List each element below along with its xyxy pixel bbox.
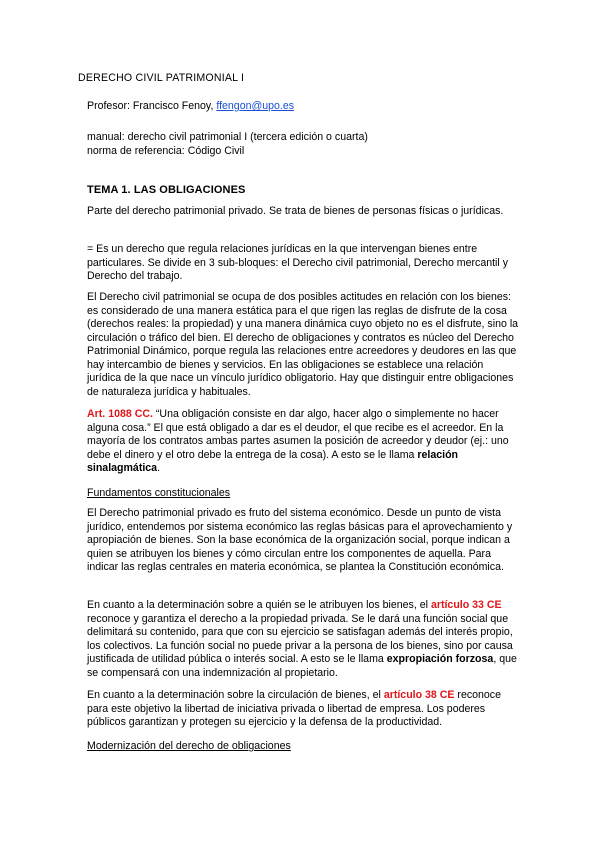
- paragraph-4: [87, 408, 519, 476]
- paragraph-7-start: En cuanto a la determinación sobre la circulación de bienes, el: [87, 689, 384, 701]
- paragraph-6: [87, 599, 519, 680]
- norma-line: norma de referencia: Código Civil: [87, 144, 245, 157]
- subheading-fundamentos: Fundamentos constitucionales: [87, 487, 231, 499]
- legal-reference-art-33: artículo 33 CE: [430, 599, 502, 611]
- paragraph-3: El Derecho civil patrimonial se ocupa de dos posibles actitudes en relación con los bienes: es considerado de una manera estática para el que rigen las reglas de disfrute de la cosa (derechos reales: la propiedad) y una manera dinámica cuyo objeto no es el disfrute, sino la circulación o tráfico del bien. El derecho de obligaciones y contratos es núcleo del Derecho Patrimonial Dinámico, porque regula las relaciones entre acreedores y deudores en las que hay intercambio de bienes y servicios. En las obligaciones se establece una relación jurídica de la que nace un vínculo jurídico obligatorio. Hay que distinguir entre obligaciones de naturaleza jurídica y habituales.: [87, 291, 519, 398]
- paragraph-4-end: .: [157, 462, 161, 474]
- professor-email-link[interactable]: ffengon@upo.es: [216, 100, 295, 112]
- section-title: TEMA 1. LAS OBLIGACIONES: [87, 184, 246, 196]
- term-relacion-sinalagmatica: relación sinalagmática: [87, 448, 459, 474]
- paragraph-7: [87, 689, 519, 730]
- reference-info: [87, 131, 519, 158]
- paragraph-6-mid: reconoce y garantiza el derecho a la propiedad privada. Se le dará una función social que delimitará su contenido, para que con su ejercicio se satisfagan además del interés propio, los colectivos. La función social no puede privar a la persona de los bienes, sino por causa justificada de utilidad pública o interés social. A esto se le llama: [87, 612, 513, 665]
- legal-reference-art-1088: Art. 1088 CC.: [87, 408, 153, 420]
- manual-line: manual: derecho civil patrimonial I (tercera edición o cuarta): [87, 131, 368, 143]
- paragraph-2: = Es un derecho que regula relaciones jurídicas en la que intervengan bienes entre particulares. Se divide en 3 sub-bloques: el Derecho civil patrimonial, Derecho mercantil y Derecho del trabajo.: [87, 243, 509, 282]
- paragraph-5: El Derecho patrimonial privado es fruto del sistema económico. Desde un punto de vista jurídico, entendemos por sistema económico las reglas básicas para el aprovechamiento y apropiación de bienes. Son la base económica de la organización social, porque indican a quien se atribuyen los bienes y cómo circulan entre los componentes de aquella. Para indicar las reglas centrales en materia económica, se plantea la Constitución económica.: [87, 507, 513, 573]
- paragraph-7-end: reconoce para este objetivo la libertad de iniciativa privada o libertad de empresa. Los poderes públicos garantizan y protegen su ejercicio y la defensa de la productividad.: [87, 689, 501, 728]
- course-title: DERECHO CIVIL PATRIMONIAL I: [78, 72, 245, 84]
- legal-reference-art-38: artículo 38 CE: [383, 689, 455, 701]
- professor-line: [87, 100, 294, 114]
- professor-label: Profesor: Francisco Fenoy,: [87, 100, 217, 112]
- paragraph-1: Parte del derecho patrimonial privado. Se trata de bienes de personas físicas o jurídicas.: [87, 205, 504, 217]
- subheading-modernizacion: Modernización del derecho de obligaciones: [87, 740, 291, 752]
- paragraph-6-end: , que se compensará con una indemnización al propietario.: [87, 653, 517, 679]
- paragraph-6-start: En cuanto a la determinación sobre a quién se le atribuyen los bienes, el: [87, 599, 431, 611]
- term-expropiacion-forzosa: expropiación forzosa: [386, 653, 494, 665]
- paragraph-4-text: “Una obligación consiste en dar algo, hacer algo o simplemente no hacer alguna cosa.” El que está obligado a dar es el deudor, el que recibe es el acreedor. En la mayoría de los contratos ambas partes asumen la posición de acreedor y deudor (ej.: uno debe el dinero y el otro debe la entrega de la cosa). A esto se le llama: [87, 408, 509, 461]
